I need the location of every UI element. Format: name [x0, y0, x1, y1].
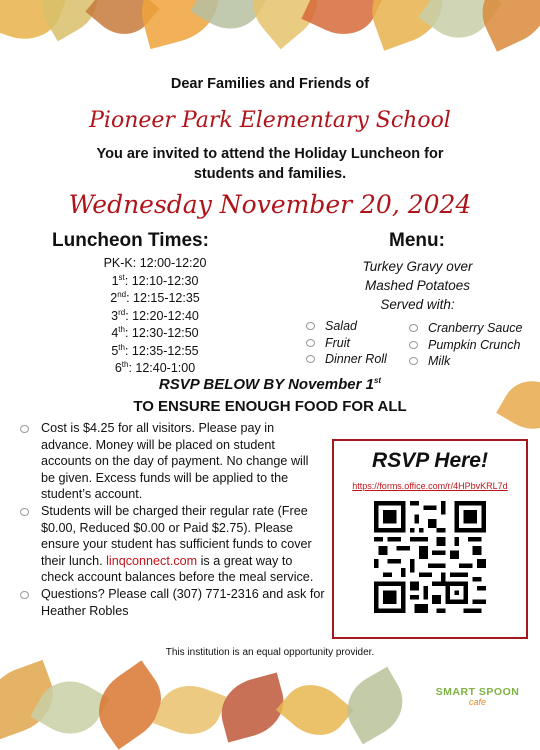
pumpkin-icon [409, 357, 418, 365]
list-item [20, 586, 325, 619]
pumpkin-icon [409, 324, 418, 332]
info-bullets [20, 420, 325, 619]
pumpkin-icon [20, 508, 29, 516]
pumpkin-icon [20, 425, 29, 433]
menu-main-1: Turkey Gravy over [362, 259, 473, 274]
leaf-border-top [0, 0, 540, 70]
list-item [20, 503, 325, 586]
pumpkin-icon [306, 355, 315, 363]
questions-text: Questions? Please call (307) 771-2316 and ask for Heather Robles [41, 586, 325, 618]
pumpkin-icon [20, 591, 29, 599]
invite-line-1: You are invited to attend the Holiday Luncheon for [96, 146, 444, 162]
menu-heading: Menu: [389, 230, 445, 251]
rsvp-box [332, 439, 528, 639]
ensure-food-line: TO ENSURE ENOUGH FOOD FOR ALL [133, 398, 407, 415]
list-item: Pumpkin Crunch [409, 337, 523, 354]
school-name: Pioneer Park Elementary School [89, 108, 451, 133]
linqconnect-link[interactable]: linqconnect.com [106, 553, 198, 568]
logo-top-text: SMART SPOON [435, 686, 520, 698]
luncheon-heading: Luncheon Times: [52, 230, 209, 251]
qr-code[interactable] [374, 501, 486, 613]
list-item: Milk [409, 353, 523, 370]
time-row: 6th: 12:40-1:00 [114, 359, 196, 375]
footer-statement: This institution is an equal opportunity provider. [165, 647, 375, 658]
time-row: 4th: 12:30-12:50 [111, 324, 199, 340]
time-row: 5th: 12:35-12:55 [111, 342, 199, 358]
pumpkin-icon [409, 341, 418, 349]
time-row: 1st: 12:10-12:30 [111, 272, 199, 288]
list-item: Salad [306, 318, 387, 335]
event-date: Wednesday November 20, 2024 [68, 190, 472, 219]
list-item [20, 420, 325, 503]
list-item: Cranberry Sauce [409, 320, 523, 337]
smart-spoon-logo [420, 686, 535, 707]
pumpkin-icon [306, 339, 315, 347]
list-item: Dinner Roll [306, 351, 387, 368]
students-text: Students will be charged their regular rate (Free $0.00, Reduced $0.00 or Paid $2.75). Please ensure your student has sufficient funds to cover their lunch. linqconnect.com is a great way to check account balances before the meal service. [41, 503, 314, 585]
list-item: Fruit [306, 335, 387, 352]
rsvp-url-link[interactable]: https://forms.office.com/r/4HPbvKRL7d [352, 481, 508, 491]
time-row: 3rd: 12:20-12:40 [111, 307, 199, 323]
logo-bottom-text: cafe [468, 697, 486, 707]
time-row: 2nd: 12:15-12:35 [110, 289, 200, 305]
menu-left-list [306, 318, 387, 368]
pumpkin-icon [306, 322, 315, 330]
rsvp-title: RSVP Here! [372, 449, 488, 472]
rsvp-deadline: RSVP BELOW BY November 1st [158, 376, 382, 393]
menu-main-2: Mashed Potatoes [364, 278, 471, 293]
invite-line-2: students and families. [193, 166, 347, 182]
menu-right-list [409, 320, 523, 370]
greeting: Dear Families and Friends of [170, 76, 370, 92]
time-row: PK-K: 12:00-12:20 [103, 256, 207, 270]
menu-served-with: Served with: [380, 297, 455, 312]
cost-text: Cost is $4.25 for all visitors. Please pay in advance. Money will be placed on student accounts on the day of payment. No change will be given. Excess funds will be applied to the student’s account. [41, 421, 309, 502]
luncheon-times [60, 255, 250, 378]
